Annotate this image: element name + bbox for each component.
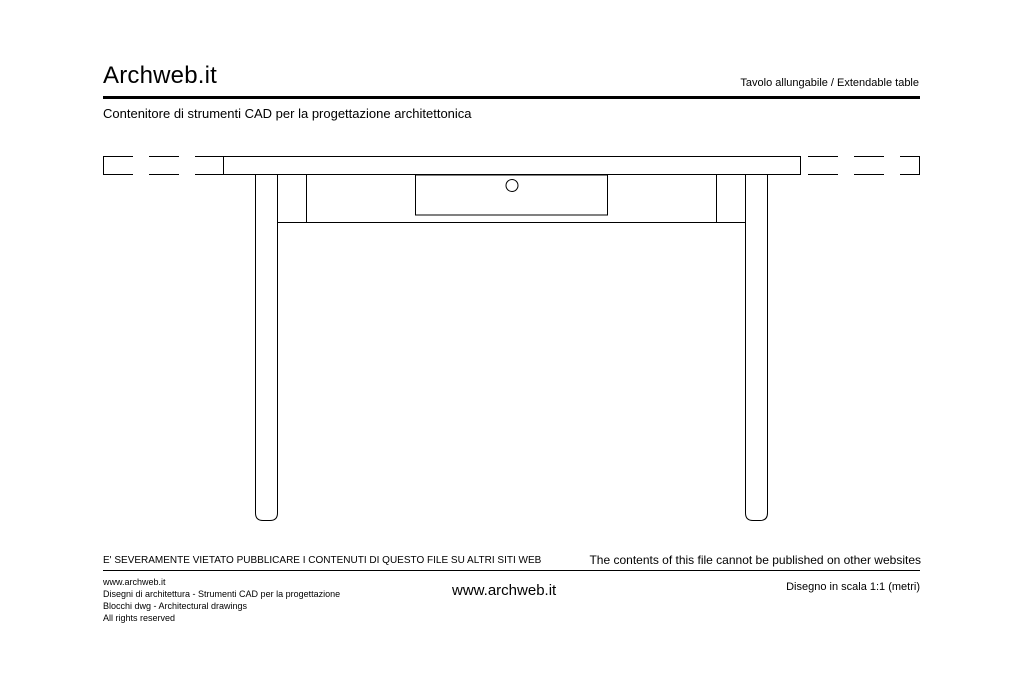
right-extension-leaf (800, 156, 920, 175)
footer-info-line: All rights reserved (103, 613, 176, 623)
drawer (416, 175, 608, 215)
left-extension-leaf (103, 156, 223, 175)
right-leg (746, 175, 768, 521)
left-leg (256, 175, 278, 521)
footer-info-line: www.archweb.it (103, 577, 166, 587)
copyright-warning-italian: E' SEVERAMENTE VIETATO PUBBLICARE I CONTENUTI DI QUESTO FILE SU ALTRI SITI WEB (103, 555, 542, 566)
tagline: Contenitore di strumenti CAD per la progettazione architettonica (103, 106, 472, 121)
drawing-scale: Disegno in scala 1:1 (metri) (786, 581, 920, 593)
brand-logo-text: Archweb.it (103, 62, 218, 89)
copyright-warning-english: The contents of this file cannot be published on other websites (589, 553, 921, 567)
footer-rule (103, 570, 920, 571)
footer-info-line: Disegni di architettura - Strumenti CAD per la progettazione (103, 589, 341, 599)
drawing-title: Tavolo allungabile / Extendable table (740, 77, 919, 89)
footer-info-line: Blocchi dwg - Architectural drawings (103, 601, 248, 611)
footer-info-block (103, 576, 340, 624)
table-top (224, 157, 801, 175)
drawer-knob (506, 180, 518, 192)
footer-site-link[interactable]: www.archweb.it (452, 582, 557, 599)
